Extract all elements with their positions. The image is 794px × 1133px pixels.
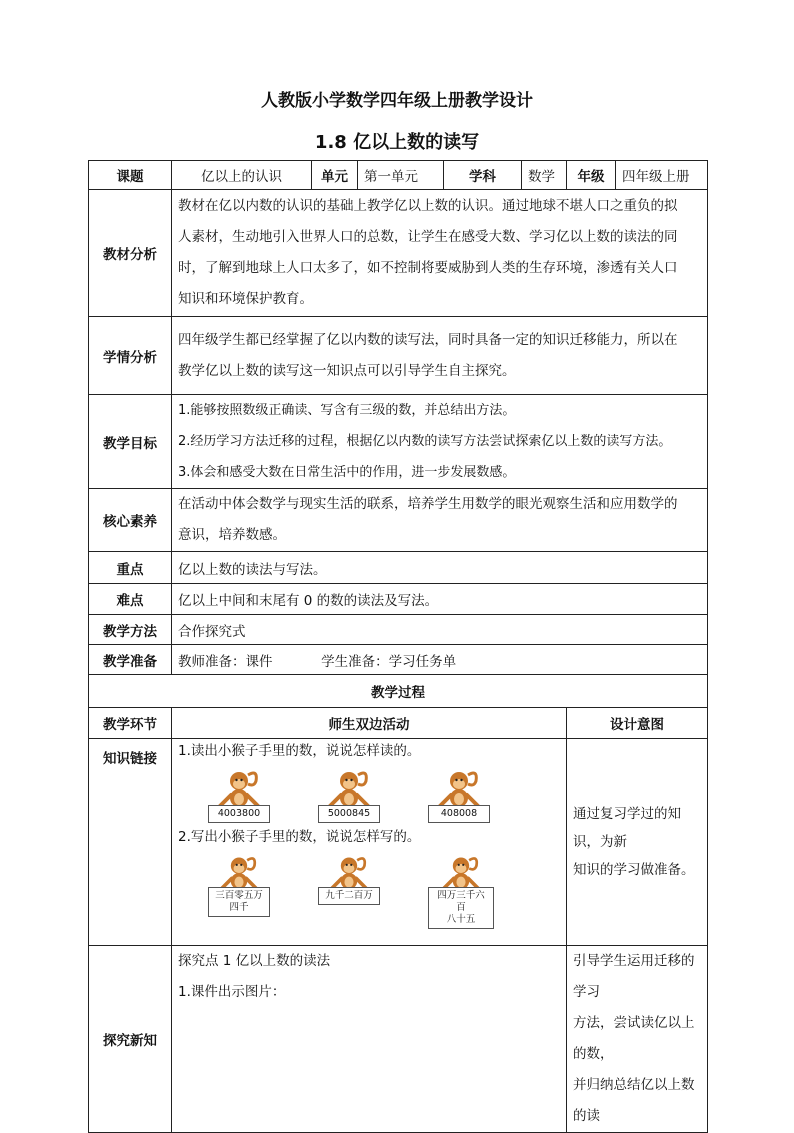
stage-header: 教学环节 xyxy=(89,708,172,739)
learner-analysis-text xyxy=(172,317,708,395)
activity-header: 师生双边活动 xyxy=(172,708,567,739)
subject-label: 学科 xyxy=(444,161,522,190)
number-sign: 4003800 xyxy=(208,805,270,823)
word-sign: 九千二百万 xyxy=(318,887,380,905)
subject-value: 数学 xyxy=(522,161,567,190)
monkey-card xyxy=(208,853,270,929)
key-point-text: 亿以上数的读法与写法。 xyxy=(172,552,708,584)
difficulty-label: 难点 xyxy=(89,584,172,615)
unit-label: 单元 xyxy=(312,161,358,190)
monkey-word-row xyxy=(208,853,560,929)
text-line: 在活动中体会数学与现实生活的联系，培养学生用数学的眼光观察生活和应用数学的 xyxy=(178,496,678,512)
core-literacy-row xyxy=(89,489,708,552)
text-line: 教学亿以上数的读写这一知识点可以引导学生自主探究。 xyxy=(178,362,516,379)
core-literacy-label: 核心素养 xyxy=(89,489,172,552)
teaching-goals-label: 教学目标 xyxy=(89,395,172,489)
explore-activity xyxy=(172,946,567,1133)
word-sign-line: 八十五 xyxy=(446,914,476,925)
word-sign xyxy=(428,887,494,929)
word-sign xyxy=(208,887,270,917)
intent-line: 并归纳总结亿以上数的读 xyxy=(573,1077,695,1124)
textbook-analysis-row xyxy=(89,190,708,317)
explore-point: 探究点 1 亿以上数的读法 xyxy=(178,953,331,969)
intent-line: 方法，尝试读亿以上的数， xyxy=(573,1015,695,1062)
teaching-goals-text xyxy=(172,395,708,489)
text-line: 时，了解到地球上人口太多了，如不控制将要威胁到人类的生存环境，渗透有关人口 xyxy=(178,260,678,276)
intent-line: 知识的学习做准备。 xyxy=(573,862,695,878)
difficulty-row xyxy=(89,584,708,615)
monkey-card xyxy=(428,767,490,823)
preparation-row xyxy=(89,645,708,675)
intent-line: 引导学生运用迁移的学习 xyxy=(573,953,695,1000)
topic-value: 亿以上的认识 xyxy=(172,161,312,190)
text-line: 知识和环境保护教育。 xyxy=(178,291,313,307)
document-title: 人教版小学数学四年级上册教学设计 xyxy=(261,91,533,111)
knowledge-link-activity xyxy=(172,739,567,946)
text-line: 人素材，生动地引入世界人口的总数，让学生在感受大数、学习亿以上数的读法的同 xyxy=(178,229,678,245)
monkey-card xyxy=(428,853,494,929)
textbook-analysis-text xyxy=(172,190,708,317)
preparation-label: 教学准备 xyxy=(89,645,172,675)
text-line: 教材在亿以内数的认识的基础上教学亿以上数的认识。通过地球不堪人口之重负的拟 xyxy=(178,198,678,214)
monkey-card xyxy=(318,853,380,929)
teacher-prep: 教师准备：课件 xyxy=(178,653,273,670)
key-point-row xyxy=(89,552,708,584)
explore-label: 探究新知 xyxy=(89,946,172,1133)
explore-row xyxy=(89,946,708,1133)
knowledge-link-label: 知识链接 xyxy=(89,739,172,946)
intent-header: 设计意图 xyxy=(567,708,708,739)
number-sign: 5000845 xyxy=(318,805,380,823)
explore-step: 1.课件出示图片： xyxy=(178,984,286,1000)
intent-line: 通过复习学过的知识，为新 xyxy=(573,806,681,850)
word-sign-line: 三百零五万 xyxy=(215,890,263,901)
process-title: 教学过程 xyxy=(89,675,708,708)
write-task: 2.写出小猴子手里的数，说说怎样写的。 xyxy=(178,829,421,845)
core-literacy-text xyxy=(172,489,708,552)
text-line: 四年级学生都已经掌握了亿以内数的读写法，同时具备一定的知识迁移能力，所以在 xyxy=(178,331,678,348)
method-text: 合作探究式 xyxy=(172,615,708,645)
student-prep: 学生准备：学习任务单 xyxy=(321,653,457,670)
teaching-goals-row xyxy=(89,395,708,489)
monkey-card xyxy=(208,767,270,823)
goal-item: 3.体会和感受大数在日常生活中的作用，进一步发展数感。 xyxy=(178,465,516,480)
info-row xyxy=(89,161,708,190)
learner-analysis-row xyxy=(89,317,708,395)
topic-label: 课题 xyxy=(89,161,172,190)
lesson-plan-table xyxy=(88,160,708,1133)
process-header-row xyxy=(89,708,708,739)
text-line: 意识，培养数感。 xyxy=(178,527,286,543)
read-task: 1.读出小猴子手里的数，说说怎样读的。 xyxy=(178,743,421,759)
difficulty-text: 亿以上中间和末尾有 0 的数的读法及写法。 xyxy=(172,584,708,615)
lesson-title: 1.8 亿以上数的读写 xyxy=(314,132,480,153)
unit-value: 第一单元 xyxy=(358,161,444,190)
goal-item: 1.能够按照数级正确读、写含有三级的数，并总结出方法。 xyxy=(178,403,516,418)
knowledge-link-row xyxy=(89,739,708,946)
preparation-text xyxy=(172,645,708,675)
monkey-card xyxy=(318,767,380,823)
method-row xyxy=(89,615,708,645)
method-label: 教学方法 xyxy=(89,615,172,645)
grade-value: 四年级上册 xyxy=(616,161,708,190)
goal-item: 2.经历学习方法迁移的过程，根据亿以内数的读写方法尝试探索亿以上数的读写方法。 xyxy=(178,434,672,449)
word-sign-line: 四万三千六百 xyxy=(437,890,485,913)
learner-analysis-label: 学情分析 xyxy=(89,317,172,395)
grade-label: 年级 xyxy=(567,161,616,190)
key-point-label: 重点 xyxy=(89,552,172,584)
word-sign-line: 四千 xyxy=(229,902,249,913)
number-sign: 408008 xyxy=(428,805,490,823)
explore-intent xyxy=(567,946,708,1133)
monkey-number-row xyxy=(208,767,560,823)
process-title-row xyxy=(89,675,708,708)
knowledge-link-intent xyxy=(567,739,708,946)
textbook-analysis-label: 教材分析 xyxy=(89,190,172,317)
